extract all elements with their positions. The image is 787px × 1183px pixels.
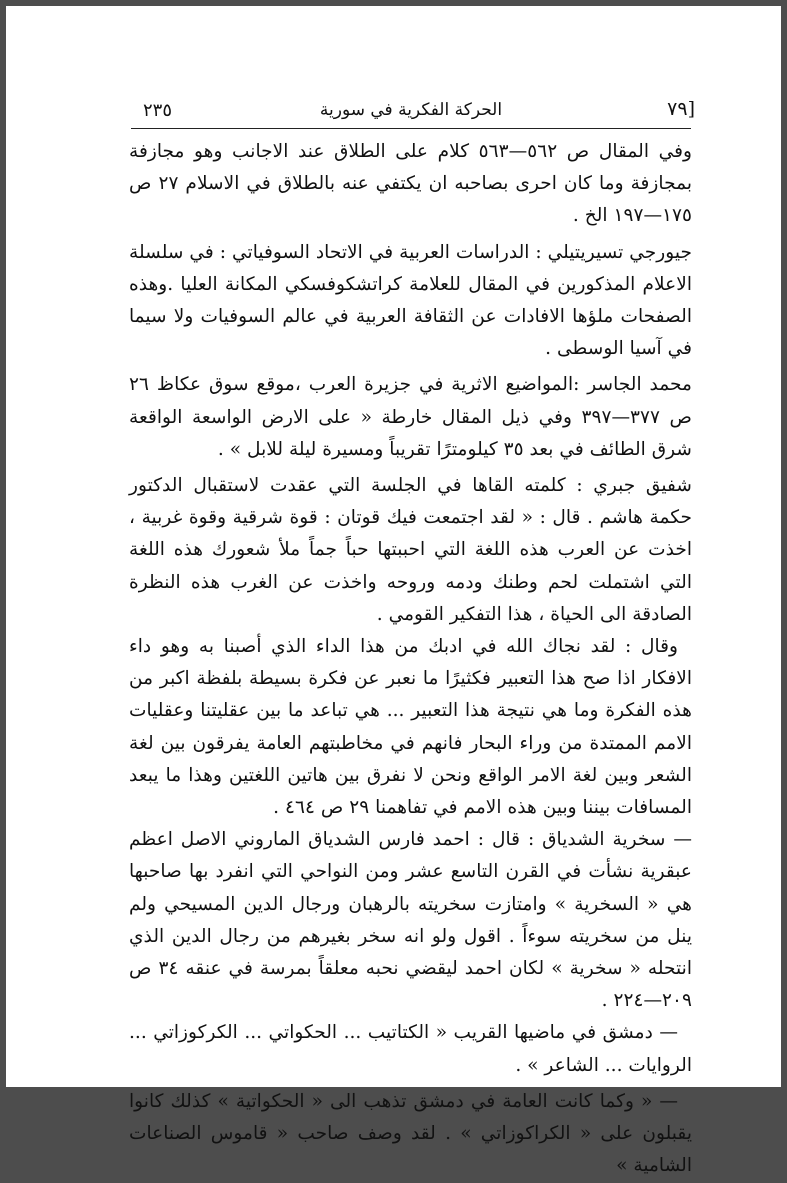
paragraph-al-jasser: محمد الجاسر :المواضيع الاثرية في جزيرة العرب ،موقع سوق عكاظ ٢٦ ص ٣٧٧—٣٩٧ وفي ذيل المقال خارطة « على الارض الواسعة الواقعة شرق الطائف في بعد ٣٥ كيلومترًا تقريباً ومسيرة ليلة للابل » .	[129, 374, 692, 460]
running-header	[131, 98, 695, 128]
paragraph-tsereteli: جيورجي تسيريتيلي : الدراسات العربية في الاتحاد السوفياتي : في سلسلة الاعلام المذكورين في المقال للعلامة كراتشكوفسكي المكانة العليا .وهذه الصفحات ملؤها الافادات عن الثقافة العربية في عالم السوفيات ولا سيما في آسيا الوسطى .	[129, 241, 692, 360]
paragraph-hakawati: — « وكما كانت العامة في دمشق تذهب الى « الحكواتية » كذلك كانوا يقبلون على « الكراكوزاتي » . لقد وصف صاحب « قاموس الصناعات الشامية »	[129, 1090, 692, 1177]
paragraph-divorce-note: وفي المقال ص ٥٦٢—٥٦٣ كلام على الطلاق عند الاجانب وهو مجازفة بمجازفة وما كان احرى بصاحبه ان يكتفي عنه بالطلاق في الاسلام ٢٧ ص ١٧٥—١٩٧ الخ .	[129, 141, 693, 227]
page-number-arabic: ٢٣٥	[143, 100, 173, 121]
document-page	[6, 6, 781, 1177]
original-page-number: ٧٩]	[667, 98, 695, 120]
paragraph-jabri-continued: وقال : لقد نجاك الله في ادبك من هذا الداء الذي أصبنا به وهو داء الافكار اذا صح هذا التعبير فكثيرًا ما نعبر عن فكرة بسيطة بلفظة اكبر من هذه الفكرة وما هي نتيجة هذا التعبير ... هي تباعد ما بين عقليتنا وعقليات الامم الممتدة من وراء البحار فانهم في مخاطبتهم العامة يفرقون بين لغة الشعر وبين لغة الامر الواقع ونحن لا نفرق بين هاتين اللغتين وهذا ما يبعد المسافات بيننا وبين هذه الامم في تفاهمنا ٢٩ ص ٤٦٤ .	[129, 636, 692, 819]
running-title: الحركة الفكرية في سورية	[319, 100, 503, 120]
paragraph-shafiq-jabri: شفيق جبري : كلمته القاها في الجلسة التي عقدت لاستقبال الدكتور حكمة هاشم . قال : « لقد اجتمعت فيك قوتان : قوة شرقية وقوة غربية ، اخذت عن العرب هذه اللغة التي احببتها حباً جماً ملأ شعورك هذه اللغة التي اشتملت لحم وطنك ودمه وروحه واخذت عن الغرب هذه النظرة الصادقة الى الحياة ، هذا التفكير القومي .	[129, 475, 692, 625]
paragraph-shidyaq: — سخرية الشدياق : قال : احمد فارس الشدياق الماروني الاصل اعظم عبقرية نشأت في القرن التاسع عشر ومن النواحي التي انفرد بها صاحبها هي « السخرية » وامتازت سخريته بالرهبان ورجال الدين المسيحي ولم ينل من سخريته سوءاً . اقول ولو انه سخر بغيرهم من رجال الدين الذي انتحله « سخرية » لكان احمد ليقضي نحبه معلقاً بمرسة في عنقه ٣٤ ص ٢٠٩—٢٢٤ .	[129, 829, 692, 1012]
header-rule	[131, 128, 691, 129]
paragraph-damascus: — دمشق في ماضيها القريب « الكتاتيب ... الحكواتي ... الكركوزاتي ... الروايات ... الشاعر » .	[129, 1022, 692, 1076]
body-text	[129, 136, 692, 1183]
